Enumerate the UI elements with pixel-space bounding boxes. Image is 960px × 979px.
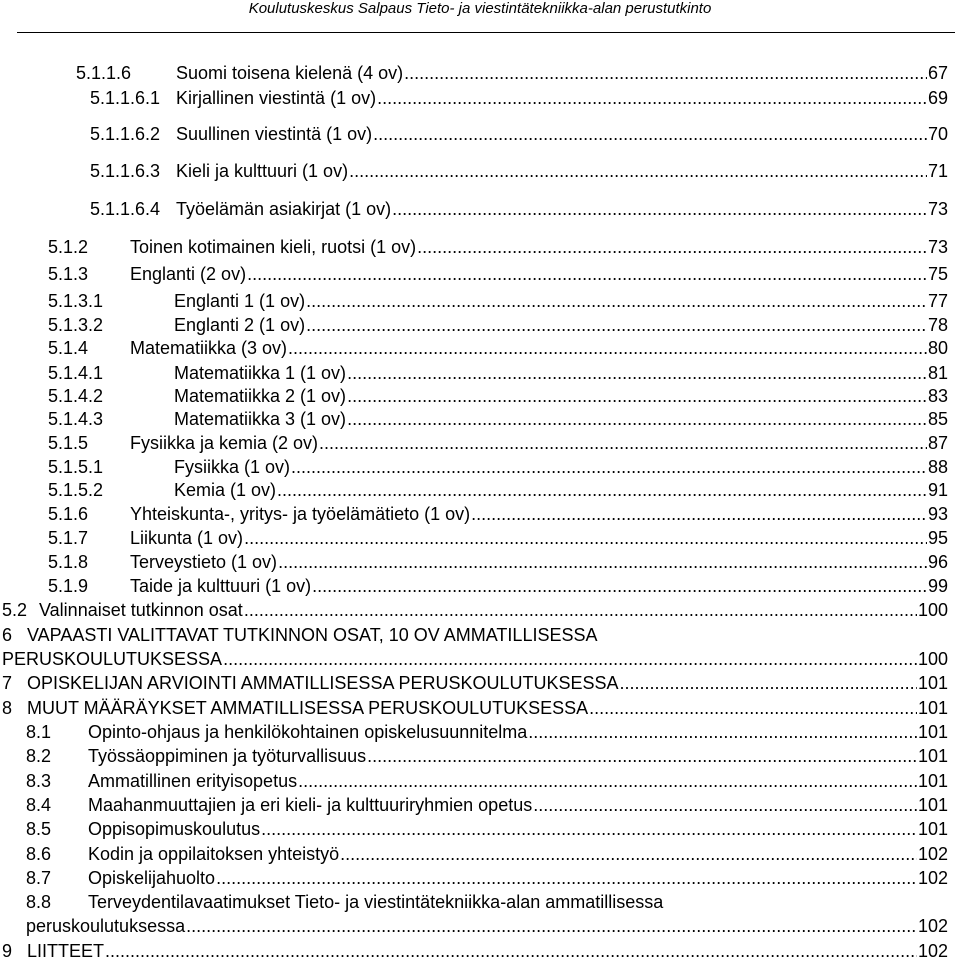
toc-entry-line <box>48 362 948 384</box>
toc-page-number: 75 <box>927 264 948 284</box>
toc-entry-line <box>48 385 948 407</box>
toc-entry-line <box>48 290 948 312</box>
toc-title-continuation: peruskoulutuksessa <box>26 916 186 936</box>
toc-entry-line <box>90 87 948 109</box>
dot-leader <box>620 672 917 694</box>
toc-entry-line <box>26 770 948 792</box>
toc-number: 8.1 <box>26 722 52 742</box>
toc-page-number: 102 <box>917 868 948 888</box>
toc-number: 5.1.1.6 <box>76 63 132 83</box>
toc-number: 5.1.3.1 <box>48 291 104 311</box>
toc-number: 5.1.8 <box>48 552 89 572</box>
dot-leader <box>347 385 927 407</box>
toc-title: Työssäoppiminen ja työturvallisuus <box>88 746 367 766</box>
dot-leader <box>223 648 917 670</box>
toc-entry-line <box>90 160 948 182</box>
dot-leader <box>392 198 927 220</box>
toc-title: Fysiikka (1 ov) <box>174 457 291 477</box>
toc-entry-line <box>2 599 948 621</box>
toc-title: Yhteiskunta-, yritys- ja työelämätieto (1 ov) <box>130 504 471 524</box>
toc-title: Suullinen viestintä (1 ov) <box>176 124 373 144</box>
toc-entry[interactable] <box>26 818 948 840</box>
toc-number: 8.6 <box>26 844 52 864</box>
toc-number: 5.1.1.6.1 <box>90 88 161 108</box>
toc-title: Kirjallinen viestintä (1 ov) <box>176 88 377 108</box>
dot-leader <box>312 575 927 597</box>
toc-number: 5.1.5.2 <box>48 480 104 500</box>
toc-entry-line <box>90 198 948 220</box>
dot-leader <box>105 940 917 962</box>
toc-number: 7 <box>2 673 13 693</box>
toc-entry[interactable] <box>26 745 948 767</box>
toc-page-number: 81 <box>927 363 948 383</box>
dot-leader <box>373 123 927 145</box>
toc-entry-line <box>48 527 948 549</box>
toc-number: 5.1.1.6.4 <box>90 199 161 219</box>
toc-number: 5.1.4.1 <box>48 363 104 383</box>
toc-entry-line <box>2 697 948 719</box>
dot-leader <box>288 337 927 359</box>
dot-leader <box>261 818 917 840</box>
toc-number: 5.1.4 <box>48 338 89 358</box>
toc-number: 9 <box>2 941 13 961</box>
toc-title: Matematiikka (3 ov) <box>130 338 288 358</box>
toc-title: Fysiikka ja kemia (2 ov) <box>130 433 319 453</box>
dot-leader <box>244 527 927 549</box>
toc-entry[interactable] <box>48 575 948 597</box>
toc-title: Työelämän asiakirjat (1 ov) <box>176 199 392 219</box>
toc-entry[interactable] <box>48 479 948 501</box>
toc-title: Maahanmuuttajien ja eri kieli- ja kulttuuriryhmien opetus <box>88 795 533 815</box>
toc-entry-line <box>26 867 948 889</box>
toc-entry-line <box>48 263 948 285</box>
dot-leader <box>347 408 927 430</box>
toc-title: Kemia (1 ov) <box>174 480 277 500</box>
toc-page-number: 85 <box>927 409 948 429</box>
toc-entry[interactable] <box>48 290 948 312</box>
toc-page-number: 101 <box>917 698 948 718</box>
toc-page-number: 91 <box>927 480 948 500</box>
toc-page-number: 101 <box>917 673 948 693</box>
dot-leader <box>216 867 917 889</box>
dot-leader <box>589 697 917 719</box>
dot-leader <box>404 62 927 84</box>
toc-number: 5.1.1.6.3 <box>90 161 161 181</box>
dot-leader <box>277 479 927 501</box>
dot-leader <box>244 599 917 621</box>
toc-entry-line <box>48 551 948 573</box>
dot-leader <box>417 236 927 258</box>
toc-entry-first-line <box>26 891 948 913</box>
toc-page-number: 95 <box>927 528 948 548</box>
toc-entry-continuation <box>2 648 948 670</box>
header-text: Koulutuskeskus Salpaus Tieto- ja viestintätekniikka-alan perustutkinto <box>248 0 712 17</box>
dot-leader <box>533 794 917 816</box>
toc-title: Matematiikka 2 (1 ov) <box>174 386 347 406</box>
dot-leader <box>347 362 927 384</box>
dot-leader <box>278 551 927 573</box>
toc-entry[interactable] <box>48 263 948 285</box>
toc-entry-first-line <box>2 624 948 646</box>
toc-entry-line <box>76 62 948 84</box>
toc-page-number: 69 <box>927 88 948 108</box>
toc-title: Liikunta (1 ov) <box>130 528 244 548</box>
toc-title: Englanti 2 (1 ov) <box>174 315 306 335</box>
toc-title: Oppisopimuskoulutus <box>88 819 261 839</box>
toc-page-number: 67 <box>927 63 948 83</box>
toc-number: 8.3 <box>26 771 52 791</box>
toc-entry[interactable] <box>48 236 948 258</box>
dot-leader <box>306 314 927 336</box>
toc-title-continuation: PERUSKOULUTUKSESSA <box>2 649 223 669</box>
toc-entry[interactable] <box>26 843 948 865</box>
toc-entry-line <box>26 843 948 865</box>
toc-entry[interactable] <box>90 198 948 220</box>
toc-page-number: 102 <box>917 916 948 936</box>
toc-entry[interactable] <box>90 87 948 109</box>
toc-title: Opinto-ohjaus ja henkilökohtainen opiskelusuunnitelma <box>88 722 528 742</box>
toc-number: 8.4 <box>26 795 52 815</box>
dot-leader <box>298 770 917 792</box>
toc-entry[interactable] <box>26 721 948 743</box>
dot-leader <box>306 290 927 312</box>
toc-page-number: 80 <box>927 338 948 358</box>
toc-entry-line <box>48 503 948 525</box>
toc-entry[interactable] <box>48 314 948 336</box>
toc-entry-line <box>48 408 948 430</box>
toc-number: 5.1.3 <box>48 264 89 284</box>
dot-leader <box>247 263 927 285</box>
toc-entry[interactable] <box>76 62 948 84</box>
toc-entry[interactable] <box>26 867 948 889</box>
toc-number: 5.1.4.2 <box>48 386 104 406</box>
toc-entry-line <box>48 337 948 359</box>
toc-entry-line <box>48 236 948 258</box>
toc-entry-line <box>26 745 948 767</box>
toc-number: 8.2 <box>26 746 52 766</box>
toc-title: Ammatillinen erityisopetus <box>88 771 298 791</box>
toc-title: Englanti 1 (1 ov) <box>174 291 306 311</box>
toc-number: 8.5 <box>26 819 52 839</box>
dot-leader <box>377 87 927 109</box>
toc-page-number: 93 <box>927 504 948 524</box>
toc-title: LIITTEET <box>27 941 105 961</box>
dot-leader <box>186 915 917 937</box>
toc-page-number: 102 <box>917 844 948 864</box>
toc-number: 5.1.4.3 <box>48 409 104 429</box>
toc-number: 8 <box>2 698 13 718</box>
toc-page-number: 101 <box>917 722 948 742</box>
toc-number: 8.8 <box>26 892 52 912</box>
dot-leader <box>340 843 917 865</box>
toc-number: 5.2 <box>2 600 28 620</box>
toc-entry[interactable] <box>48 385 948 407</box>
toc-entry[interactable] <box>2 599 948 621</box>
toc-page-number: 71 <box>927 161 948 181</box>
dot-leader <box>319 432 927 454</box>
toc-number: 5.1.1.6.2 <box>90 124 161 144</box>
toc-entry[interactable] <box>90 160 948 182</box>
toc-page-number: 77 <box>927 291 948 311</box>
toc-entry[interactable] <box>26 891 948 937</box>
toc-page-number: 100 <box>917 600 948 620</box>
toc-entry-line <box>90 123 948 145</box>
toc-number: 5.1.9 <box>48 576 89 596</box>
toc-page-number: 101 <box>917 819 948 839</box>
toc-number: 6 <box>2 625 13 645</box>
toc-entry-line <box>48 432 948 454</box>
toc-entry[interactable] <box>2 940 948 962</box>
toc-title: Suomi toisena kielenä (4 ov) <box>176 63 404 83</box>
toc-page-number: 73 <box>927 199 948 219</box>
toc-entry[interactable] <box>2 672 948 694</box>
toc-page-number: 70 <box>927 124 948 144</box>
toc-entry-line <box>2 672 948 694</box>
toc-entry-line <box>26 818 948 840</box>
toc-title: Matematiikka 1 (1 ov) <box>174 363 347 383</box>
toc-entry[interactable] <box>26 770 948 792</box>
toc-entry[interactable] <box>48 362 948 384</box>
toc-number: 5.1.3.2 <box>48 315 104 335</box>
dot-leader <box>528 721 917 743</box>
toc-entry[interactable] <box>2 624 948 670</box>
toc-page-number: 100 <box>917 649 948 669</box>
toc-number: 5.1.7 <box>48 528 89 548</box>
toc-page-number: 88 <box>927 457 948 477</box>
toc-page-number: 78 <box>927 315 948 335</box>
toc-title: Terveydentilavaatimukset Tieto- ja viestintätekniikka-alan ammatillisessa <box>88 892 664 912</box>
toc-entry[interactable] <box>48 432 948 454</box>
toc-page-number: 101 <box>917 746 948 766</box>
toc-entry[interactable] <box>48 337 948 359</box>
toc-number: 5.1.5.1 <box>48 457 104 477</box>
toc-entry[interactable] <box>26 794 948 816</box>
toc-title: Kieli ja kulttuuri (1 ov) <box>176 161 349 181</box>
toc-title: Kodin ja oppilaitoksen yhteistyö <box>88 844 340 864</box>
dot-leader <box>471 503 927 525</box>
toc-entry-line <box>48 456 948 478</box>
toc-title: Englanti (2 ov) <box>130 264 247 284</box>
toc-title: Matematiikka 3 (1 ov) <box>174 409 347 429</box>
toc-entry[interactable] <box>2 697 948 719</box>
toc-entry[interactable] <box>48 408 948 430</box>
toc-page-number: 99 <box>927 576 948 596</box>
toc-number: 5.1.2 <box>48 237 89 257</box>
dot-leader <box>291 456 927 478</box>
toc-page-number: 101 <box>917 771 948 791</box>
toc-entry[interactable] <box>48 503 948 525</box>
toc-entry-line <box>26 721 948 743</box>
toc-title: Terveystieto (1 ov) <box>130 552 278 572</box>
toc-page-number: 102 <box>917 941 948 961</box>
toc-entry-line <box>2 940 948 962</box>
toc-page-number: 101 <box>917 795 948 815</box>
toc-entry-continuation <box>26 915 948 937</box>
toc-page-number: 87 <box>927 433 948 453</box>
dot-leader <box>367 745 917 767</box>
toc-entry-line <box>48 575 948 597</box>
toc-entry[interactable] <box>48 456 948 478</box>
toc-title: VAPAASTI VALITTAVAT TUTKINNON OSAT, 10 OV AMMATILLISESSA <box>27 625 598 645</box>
toc-number: 8.7 <box>26 868 52 888</box>
toc-entry[interactable] <box>48 527 948 549</box>
toc-title: OPISKELIJAN ARVIOINTI AMMATILLISESSA PERUSKOULUTUKSESSA <box>27 673 619 693</box>
toc-page-number: 83 <box>927 386 948 406</box>
toc-entry-line <box>48 479 948 501</box>
toc-title: Opiskelijahuolto <box>88 868 216 888</box>
toc-title: MUUT MÄÄRÄYKSET AMMATILLISESSA PERUSKOULUTUKSESSA <box>27 698 589 718</box>
toc-entry-line <box>48 314 948 336</box>
toc-page-number: 73 <box>927 237 948 257</box>
toc-title: Taide ja kulttuuri (1 ov) <box>130 576 312 596</box>
toc-entry[interactable] <box>48 551 948 573</box>
dot-leader <box>349 160 927 182</box>
toc-page-number: 96 <box>927 552 948 572</box>
toc-title: Toinen kotimainen kieli, ruotsi (1 ov) <box>130 237 417 257</box>
toc-number: 5.1.6 <box>48 504 89 524</box>
toc-title: Valinnaiset tutkinnon osat <box>39 600 243 620</box>
toc-number: 5.1.5 <box>48 433 89 453</box>
toc-entry[interactable] <box>90 123 948 145</box>
toc-entry-line <box>26 794 948 816</box>
